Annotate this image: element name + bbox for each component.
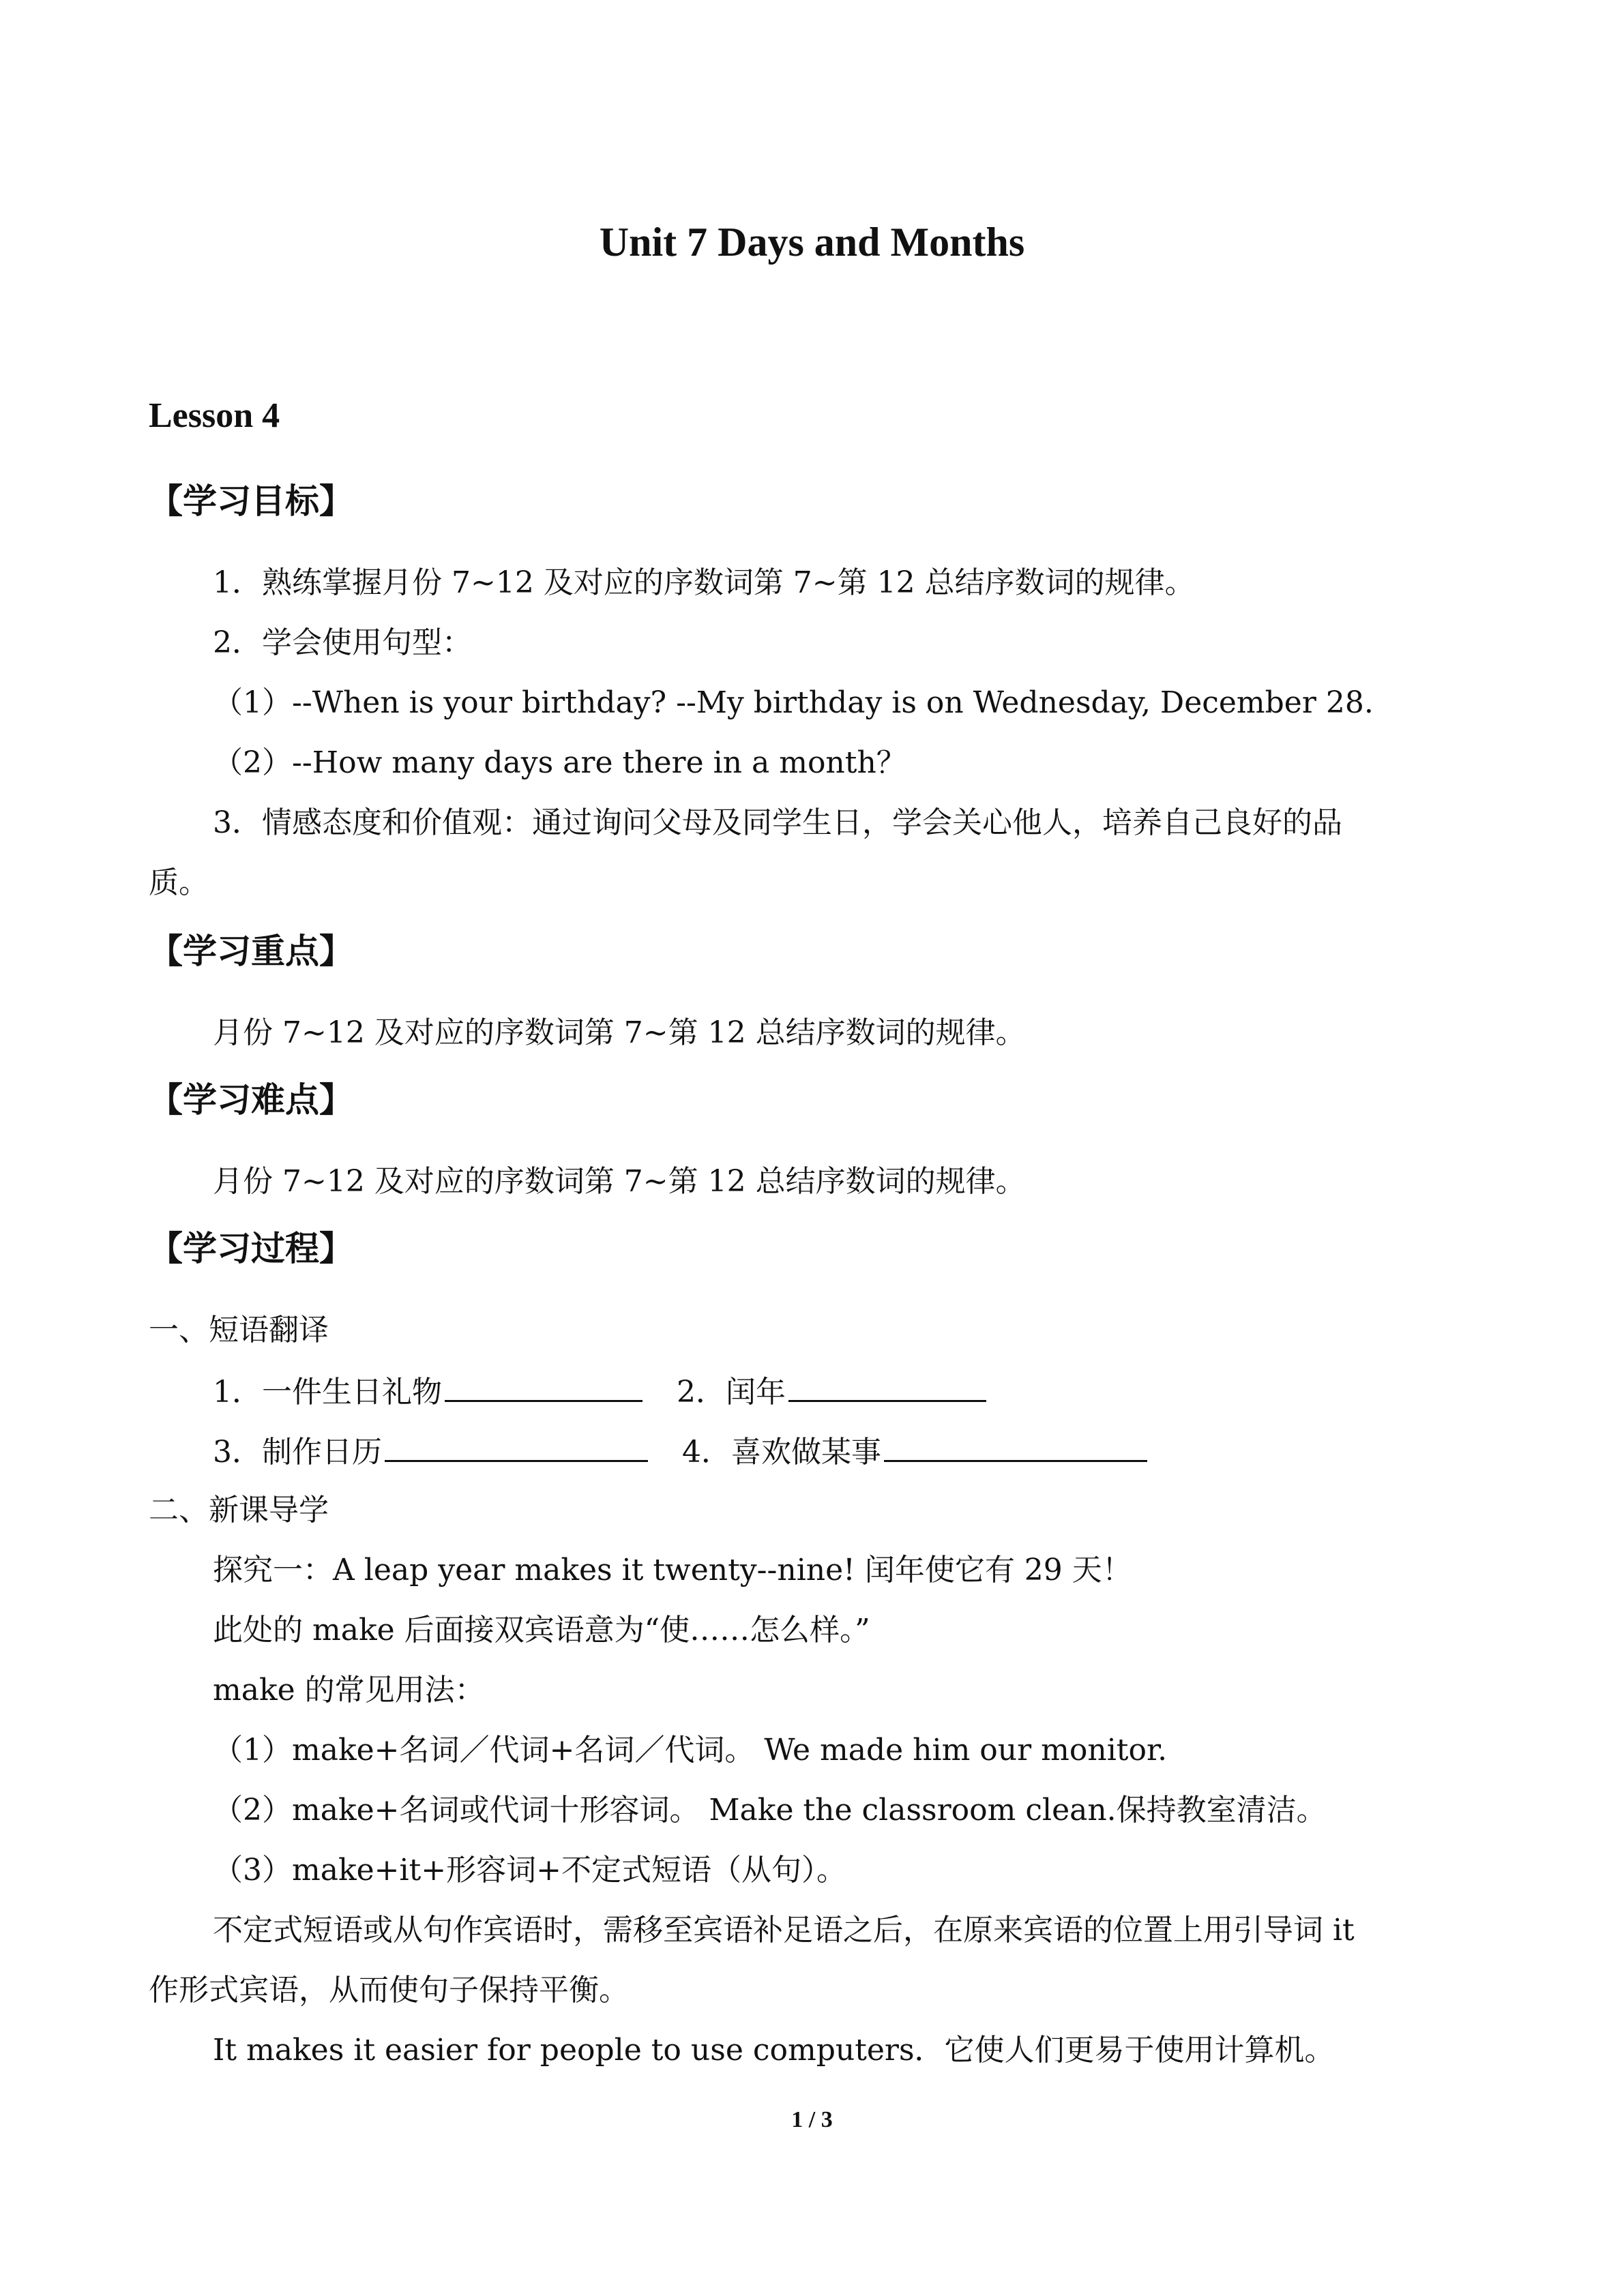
phrase-q3: 3．制作日历	[213, 1435, 382, 1470]
phrase-q2: 2．闰年	[677, 1375, 786, 1410]
page-number: 1 / 3	[791, 2107, 833, 2132]
process-heading: 【学习过程】	[149, 1229, 353, 1268]
phrase-row-2	[213, 1430, 1147, 1473]
phrase-q1: 1．一件生日礼物	[213, 1375, 442, 1410]
explore-1: 探究一：A leap year makes it twenty--nine! 闰年使它有 29 天！	[213, 1553, 1132, 1587]
part2-title: 二、新课导学	[149, 1493, 329, 1527]
part1-title: 一、短语翻译	[149, 1313, 329, 1347]
objectives-heading: 【学习目标】	[149, 481, 353, 521]
objective-item-2: 2．学会使用句型：	[213, 625, 472, 660]
key-points-heading: 【学习重点】	[149, 931, 353, 971]
difficulties-text: 月份 7~12 及对应的序数词第 7~第 12 总结序数词的规律。	[213, 1164, 1026, 1199]
answer-blank-2[interactable]	[788, 1370, 986, 1402]
objective-item-3-line1: 3．情感态度和价值观：通过询问父母及同学生日，学会关心他人，培养自己良好的品	[213, 805, 1342, 840]
lesson-label: Lesson 4	[149, 396, 280, 435]
answer-blank-3[interactable]	[385, 1430, 648, 1462]
example-sentence: It makes it easier for people to use computers．它使人们更易于使用计算机。	[213, 2033, 1335, 2068]
objective-item-1: 1．熟练掌握月份 7~12 及对应的序数词第 7~第 12 总结序数词的规律。	[213, 565, 1195, 600]
difficulties-heading: 【学习难点】	[149, 1080, 353, 1120]
key-points-text: 月份 7~12 及对应的序数词第 7~第 12 总结序数词的规律。	[213, 1015, 1026, 1050]
objective-item-2b: （2）--How many days are there in a month？	[213, 745, 906, 780]
answer-blank-1[interactable]	[445, 1370, 643, 1402]
make-usage-2: （2）make+名词或代词十形容词。 Make the classroom clean.保持教室清洁。	[213, 1793, 1327, 1828]
phrase-q4: 4．喜欢做某事	[682, 1435, 881, 1470]
answer-blank-4[interactable]	[884, 1430, 1147, 1462]
page-title: Unit 7 Days and Months	[599, 220, 1025, 265]
make-usage-title: make 的常见用法：	[213, 1673, 485, 1708]
make-usage-3: （3）make+it+形容词+不定式短语（从句）。	[213, 1853, 847, 1888]
make-usage-1: （1）make+名词／代词+名词／代词。 We made him our monitor.	[213, 1733, 1168, 1768]
explanation-line-2: 作形式宾语，从而使句子保持平衡。	[149, 1973, 629, 2008]
explanation-line-1: 不定式短语或从句作宾语时，需移至宾语补足语之后，在原来宾语的位置上用引导词 it	[213, 1913, 1355, 1948]
objective-item-3-line2: 质。	[149, 865, 209, 900]
phrase-row-1	[213, 1370, 986, 1413]
make-note: 此处的 make 后面接双宾语意为“使……怎么样。”	[213, 1613, 870, 1648]
objective-item-2a: （1）--When is your birthday? --My birthday is on Wednesday, December 28.	[213, 685, 1374, 720]
